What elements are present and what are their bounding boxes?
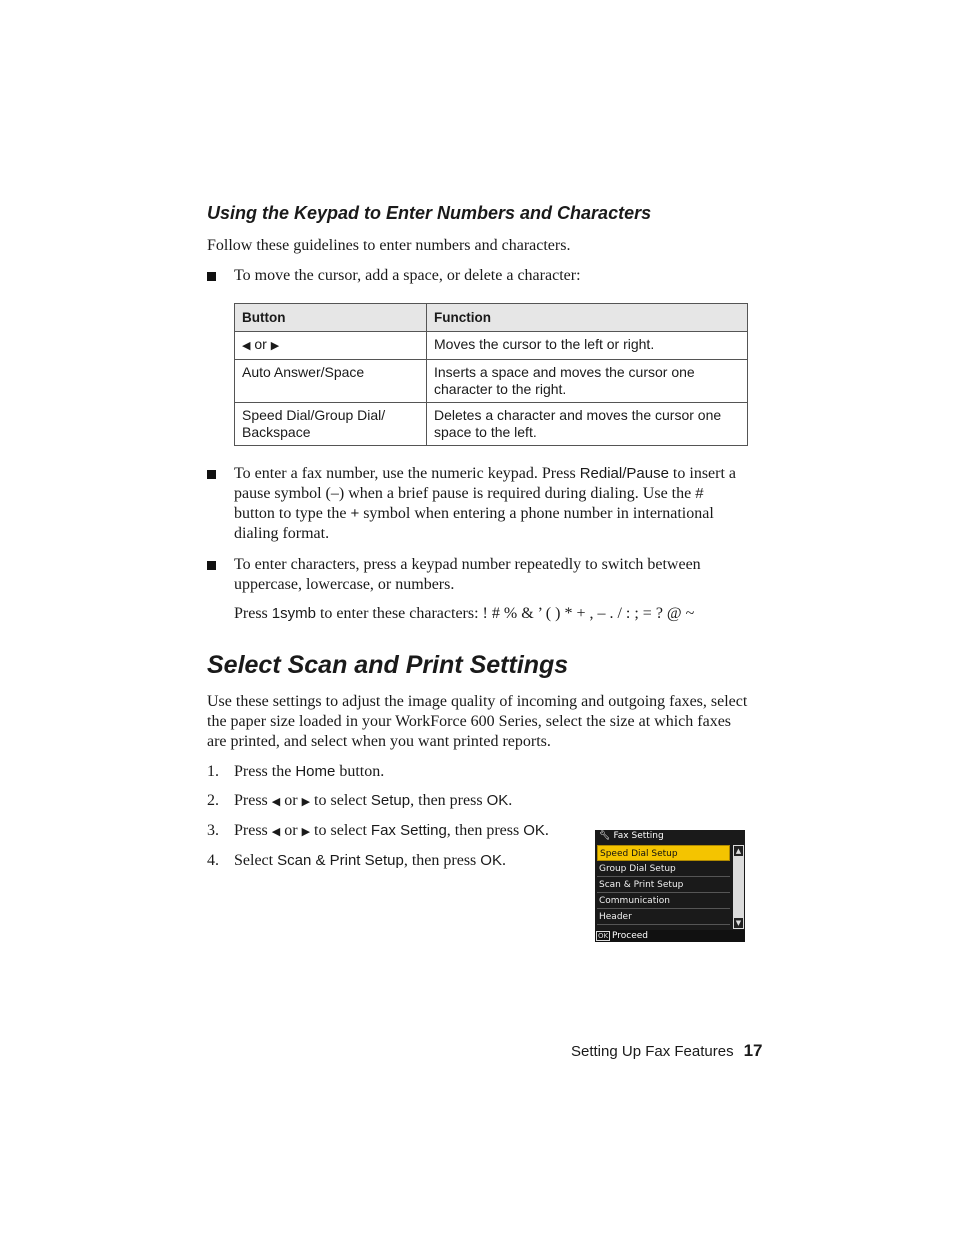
bullet-fax-number [207,464,747,544]
page-number: 17 [743,1041,763,1060]
lcd-menu-item-speed-dial-setup[interactable]: Speed Dial Setup [597,845,730,861]
table-row [235,360,748,403]
intro-text: Follow these guidelines to enter numbers and characters. [207,237,571,254]
lcd-screen [595,830,745,942]
lcd-menu-item-scan-print-setup[interactable]: Scan & Print Setup [597,877,730,893]
bullet-text: To move the cursor, add a space, or delete a character: [234,267,581,284]
page-footer [571,1041,763,1061]
bullet-enter-characters [207,555,747,595]
table-row [235,332,748,360]
keyword-hash: # [695,485,704,502]
scroll-up-icon[interactable]: ▲ [735,847,742,855]
lcd-title: 🔧︎ Fax Setting [599,831,664,841]
keyword-ok: OK [480,852,502,869]
keyword-ok: OK [523,822,545,839]
lcd-menu-list [597,845,730,925]
table-cell-function: Inserts a space and moves the cursor one character to the right. [427,360,748,403]
bullet-text: To enter a fax number, use the numeric keypad. Press Redial/Pause to insert a pause symbol (–) when a brief pause is required during dialing. Use the # button to type the + symbol when entering a phone number in international dialing format. [234,465,737,542]
left-arrow-icon: ◀ [242,340,251,352]
step-4: 4. Select Scan & Print Setup, then press OK. [207,852,506,869]
step-1: 1. Press the Home button. [207,763,385,780]
keyword-ok: OK [486,792,509,809]
step-3: 3. Press ◀ or ▶ to select Fax Setting, then press OK. [207,822,549,839]
table-row [235,403,748,446]
lcd-footer [595,930,745,942]
lcd-scrollbar[interactable] [733,845,744,929]
table-cell-function: Deletes a character and moves the cursor one space to the left. [427,403,748,446]
keyword-fax-setting: Fax Setting [370,822,447,839]
keyword-scan-print-setup: Scan & Print Setup [277,852,404,869]
section-paragraph: Use these settings to adjust the image quality of incoming and outgoing faxes, select the paper size loaded in your WorkForce 600 Series, select the size at which faxes are printed, and select when you want printed reports. [207,693,748,750]
scroll-down-icon[interactable]: ▼ [735,919,742,927]
header-function: Function [427,304,748,332]
left-arrow-icon: ◀ [271,796,281,808]
table-cell-function: Moves the cursor to the left or right. [427,332,748,360]
section-heading-main: Select Scan and Print Settings [207,651,569,679]
section-heading: Using the Keypad to Enter Numbers and Characters [207,203,652,223]
bullet-move-cursor [207,266,747,286]
keyword-home: Home [295,763,336,780]
right-arrow-icon: ▶ [301,826,311,838]
table-cell-button: Speed Dial/Group Dial/ Backspace [235,403,427,446]
bullet-text: To enter characters, press a keypad number repeatedly to switch between uppercase, lowercase, or numbers. [234,556,701,593]
bullet-square-icon [207,272,216,281]
keyword-plus: + [350,505,360,522]
keyword-1symb: 1symb [271,605,316,622]
bullet-square-icon [207,470,216,479]
wrench-icon: 🔧︎ [599,831,611,841]
table-cell-button [235,332,427,360]
keyword-setup: Setup [370,792,411,809]
right-arrow-icon: ▶ [301,796,311,808]
chapter-title: Setting Up Fax Features [571,1043,734,1060]
ok-key-icon: OK [598,932,609,940]
table-cell-button: Auto Answer/Space [235,360,427,403]
table-header-row [235,304,748,332]
lcd-footer-label: Proceed [612,931,649,941]
press-symbols-line: Press 1symb to enter these characters: ! # % & ’ ( ) * + , – . / : ; = ? @ ~ [234,605,695,622]
lcd-menu-item-communication[interactable]: Communication [597,893,730,909]
bullet-square-icon [207,561,216,570]
lcd-menu-item-header[interactable]: Header [597,909,730,925]
step-2: 2. Press ◀ or ▶ to select Setup, then press OK. [207,792,513,809]
right-arrow-icon: ▶ [270,340,280,352]
or-text: or [254,336,267,352]
lcd-menu-item-group-dial-setup[interactable]: Group Dial Setup [597,861,730,877]
keyword-redial-pause: Redial/Pause [579,465,669,482]
left-arrow-icon: ◀ [271,826,281,838]
button-function-table [234,303,748,446]
header-button: Button [235,304,427,332]
